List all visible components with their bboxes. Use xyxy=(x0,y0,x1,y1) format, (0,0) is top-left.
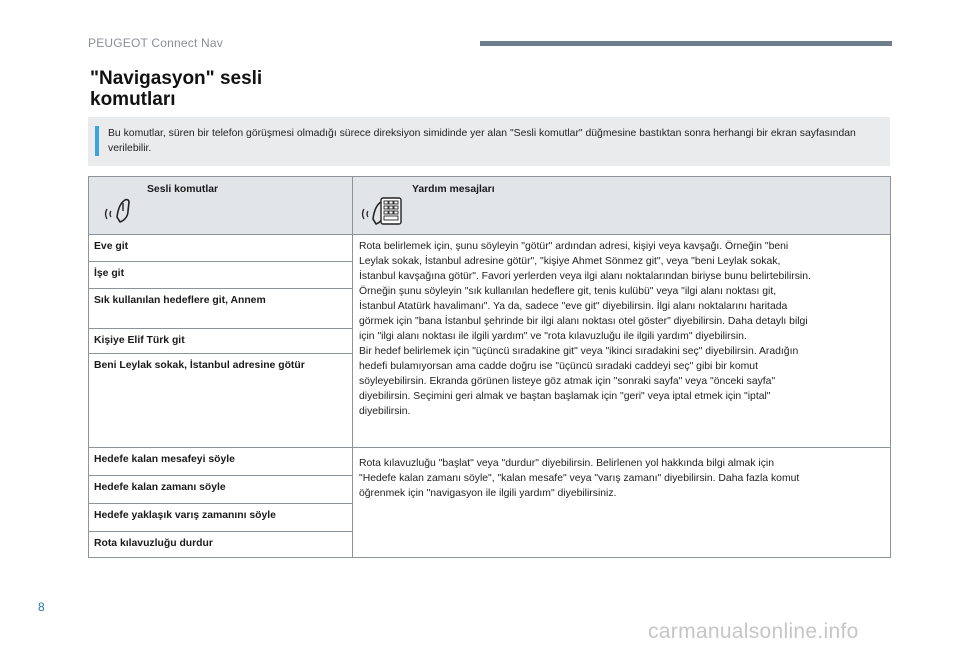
command-cell: Kişiye Elif Türk git xyxy=(94,335,185,346)
table-header xyxy=(89,177,890,235)
page-number: 8 xyxy=(38,600,45,614)
command-cell: Hedefe kalan zamanı söyle xyxy=(94,482,226,493)
column-header-help: Yardım mesajları xyxy=(412,184,495,195)
column-divider xyxy=(352,177,353,557)
command-cell: Hedefe yaklaşık varış zamanını söyle xyxy=(94,510,276,521)
page-title: "Navigasyon" sesli komutları xyxy=(90,68,263,110)
watermark: carmanualsonline.info xyxy=(648,620,859,643)
voice-commands-table xyxy=(88,176,891,558)
column-header-commands: Sesli komutlar xyxy=(147,184,219,195)
command-cell: Sık kullanılan hedeflere git, Annem xyxy=(94,295,266,306)
help-text-route-guidance: Rota kılavuzluğu "başlat" veya "durdur" diyebilirsin. Belirlenen yol hakkında bilgi almak için "Hedefe kalan zamanı söyle", "kalan mesafe" veya "varış zamanı" diyebilirsin. Daha fazla komut öğrenmek için "navigasyon ile ilgili yardım" diyebilirsiniz. xyxy=(359,458,800,499)
voice-help-keypad-icon xyxy=(361,189,405,231)
command-cell: Rota kılavuzluğu durdur xyxy=(94,538,213,549)
command-cell: Beni Leylak sokak, İstanbul adresine götür xyxy=(94,360,305,371)
command-cell: İşe git xyxy=(94,268,125,279)
command-cell: Eve git xyxy=(94,241,129,252)
command-cell: Hedefe kalan mesafeyi söyle xyxy=(94,454,235,465)
help-text-navigation: Rota belirlemek için, şunu söyleyin "götür" ardından adresi, kişiyi veya kavşağı. Örneğin "beni Leylak sokak, İstanbul adresine götür", "kişiye Ahmet Sönmez git", veya "beni Leylak sokak, İstanbul kavşağına götür". Favori yerlerden veya ilgi alanı noktalarından biriyse bunu belirtebilirsin. Örneğin şunu söyleyin "sık kullanılan hedeflere git, tenis kulübü" veya "ilgi alanı noktası git, İstanbul Atatürk havalimanı". Ya da, sadece "eve git" diyebilirsin. İlgi alanı noktalarını haritada görmek için "bana İstanbul şehrinde bir ilgi alanı noktası otel göster" diyebilirsin. Daha detaylı bilgi için "ilgi alanı noktası ile ilgili yardım" ve "rota kılavuzluğu ile ilgili yardım" diyebilirsin. Bir hedef belirlemek için "üçüncü sıradakine git" veya "ikinci sıradakini seç" diyebilirsin. Aradığın hedefi bulamıyorsan ama cadde doğru ise "üçüncü sıradaki caddeyi seç" gibi bir komut söyleyebilirsin. Ekranda görünen listeye göz atmak için "sonraki sayfa" veya "önceki sayfa" diyebilirsin. Seçimini geri almak ve baştan başlamak için "geri" veya iptal etmek için "iptal" diyebilirsin. xyxy=(359,241,811,417)
voice-command-icon xyxy=(101,189,141,227)
header-bar xyxy=(480,41,892,46)
info-note-text: Bu komutlar, süren bir telefon görüşmesi olmadığı sürece direksiyon simidinde yer alan "Sesli komutlar" düğmesine bastıktan sonra herhangi bir ekran sayfasından verilebilir. xyxy=(108,128,856,154)
info-note xyxy=(88,117,890,166)
info-note-bar xyxy=(95,126,99,156)
brand-label: PEUGEOT Connect Nav xyxy=(88,36,223,50)
